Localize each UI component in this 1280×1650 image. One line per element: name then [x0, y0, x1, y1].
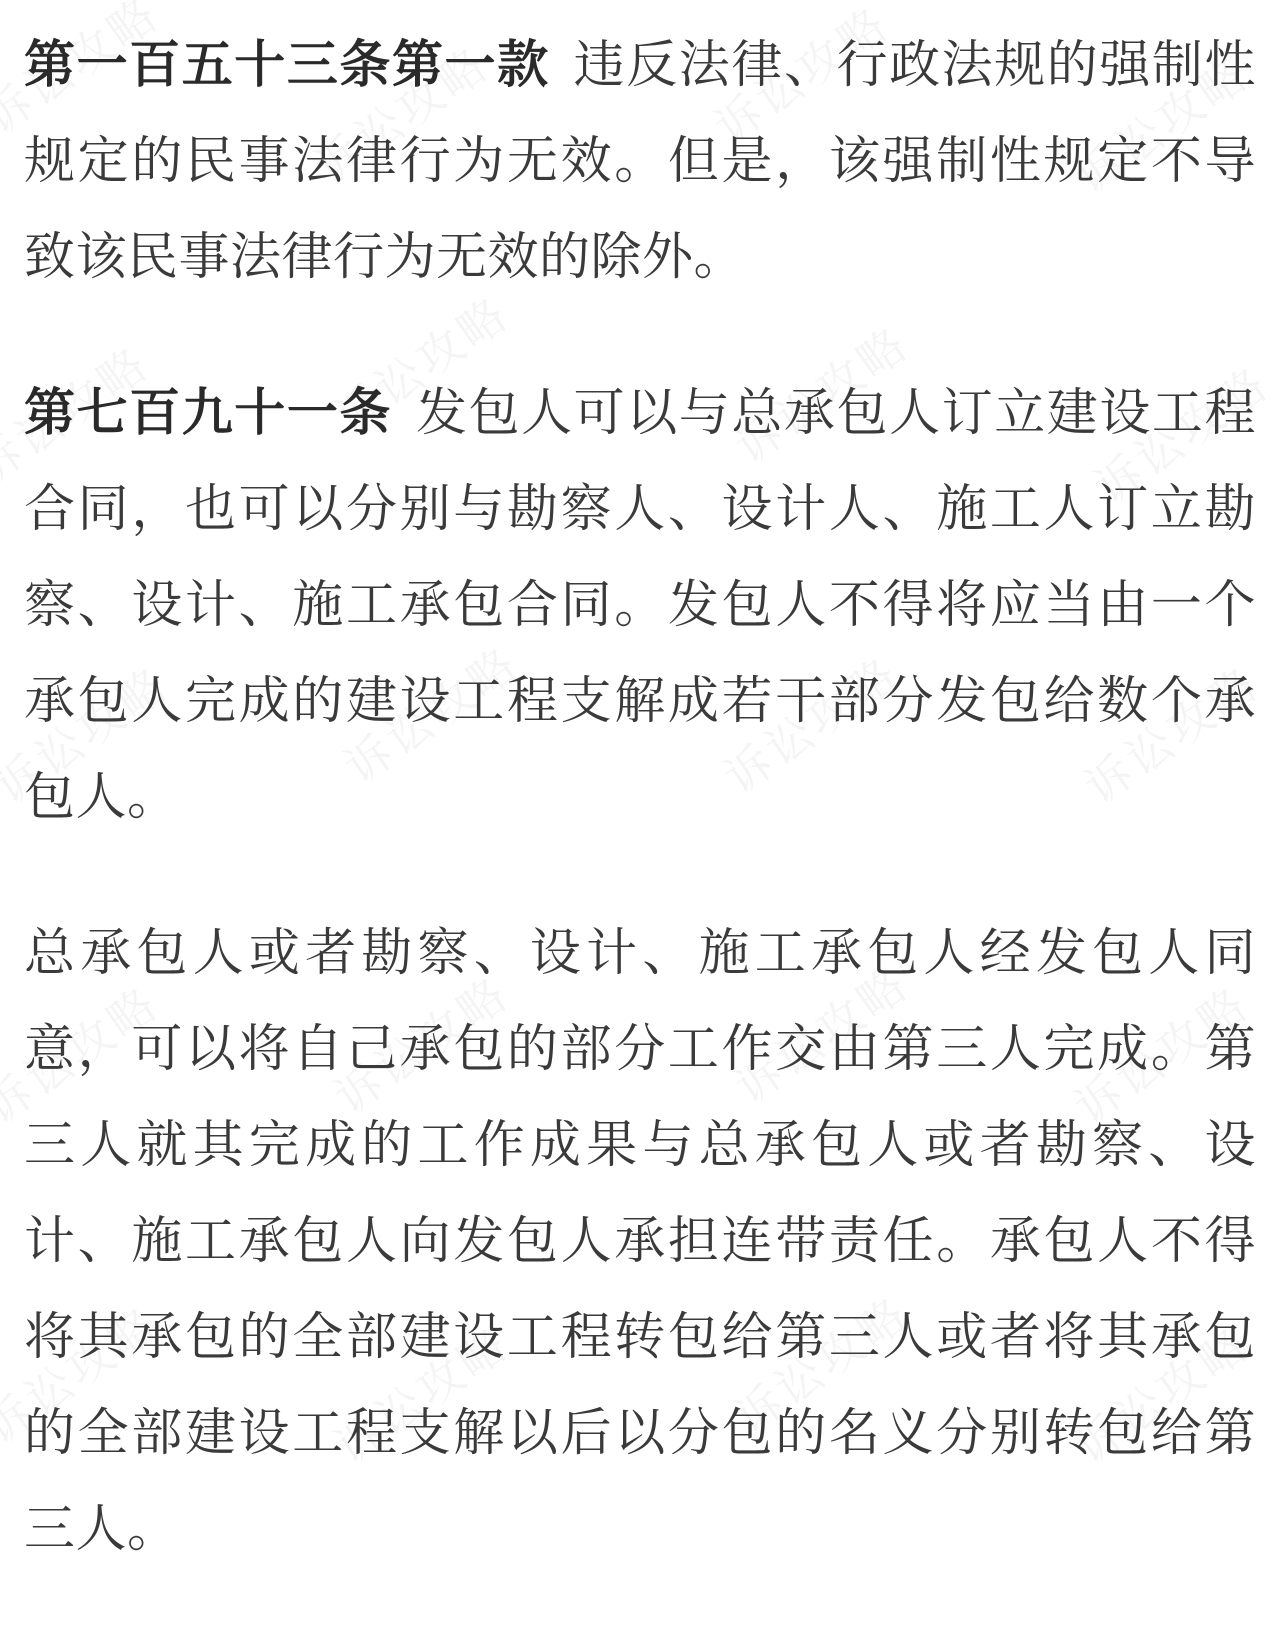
article-content: [24, 18, 1256, 1578]
article-body: 违反法律、行政法规的强制性规定的民事法律行为无效。但是，该强制性规定不导致该民事法律行为无效的除外。: [24, 36, 1256, 287]
paragraph-article-153: [24, 18, 1256, 306]
article-heading: 第七百九十一条: [24, 384, 392, 443]
paragraph-article-791: [24, 366, 1256, 846]
article-body: 总承包人或者勘察、设计、施工承包人经发包人同意，可以将自己承包的部分工作交由第三人完成。第三人就其完成的工作成果与总承包人或者勘察、设计、施工承包人向发包人承担连带责任。承包人不得将其承包的全部建设工程转包给第三人或者将其承包的全部建设工程支解以后以分包的名义分别转包给第三人。: [24, 924, 1256, 1559]
paragraph-article-791-continued: [24, 906, 1256, 1578]
paragraph-spacer: [24, 846, 1256, 906]
paragraph-spacer: [24, 306, 1256, 366]
article-body: 发包人可以与总承包人订立建设工程合同，也可以分别与勘察人、设计人、施工人订立勘察、设计、施工承包合同。发包人不得将应当由一个承包人完成的建设工程支解成若干部分发包给数个承包人。: [24, 384, 1256, 827]
article-heading: 第一百五十三条第一款: [24, 36, 550, 95]
